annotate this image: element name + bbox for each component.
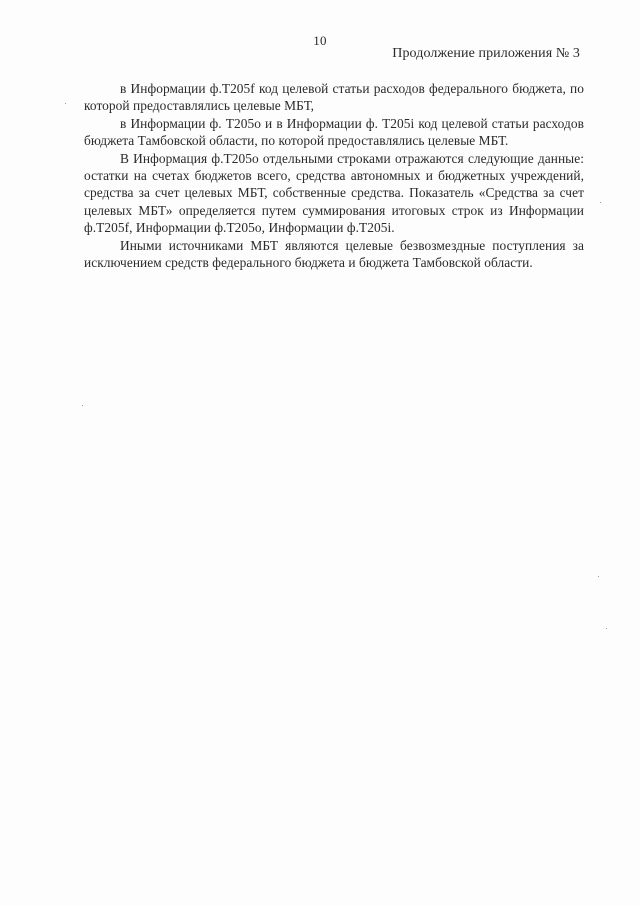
paragraph-federal-code: в Информации ф.Т205f код целевой статьи расходов федерального бюджета, по которой предоставлялись целевые МБТ, (84, 81, 584, 114)
scan-speck (600, 202, 601, 203)
body-text (84, 80, 584, 271)
paragraph-regional-code: в Информации ф. Т205о и в Информации ф. Т205i код целевой статьи расходов бюджета Тамбовской области, по которой предоставлялись целевые МБТ. (84, 115, 584, 149)
scan-speck (598, 576, 599, 577)
scan-speck (82, 405, 83, 406)
paragraph-other-sources: Иными источниками МБТ являются целевые безвозмездные поступления за исключением средств федерального бюджета и бюджета Тамбовской области. (84, 237, 584, 271)
page-number: 10 (313, 33, 327, 48)
scan-speck (606, 628, 607, 629)
appendix-continuation-note: Продолжение приложения № 3 (392, 46, 580, 61)
paragraph-t205o-data: В Информация ф.Т205о отдельными строками отражаются следующие данные: остатки на счетах бюджетов всего, средства автономных и бюджетных учреждений, средства за счет целевых МБТ, собственные средства. Показатель «Средства за счет целевых МБТ» определяется путем суммирования итоговых строк из Информации ф.Т205f, Информации ф.Т205о, Информации ф.Т205i. (84, 150, 584, 236)
scan-speck (65, 103, 66, 104)
